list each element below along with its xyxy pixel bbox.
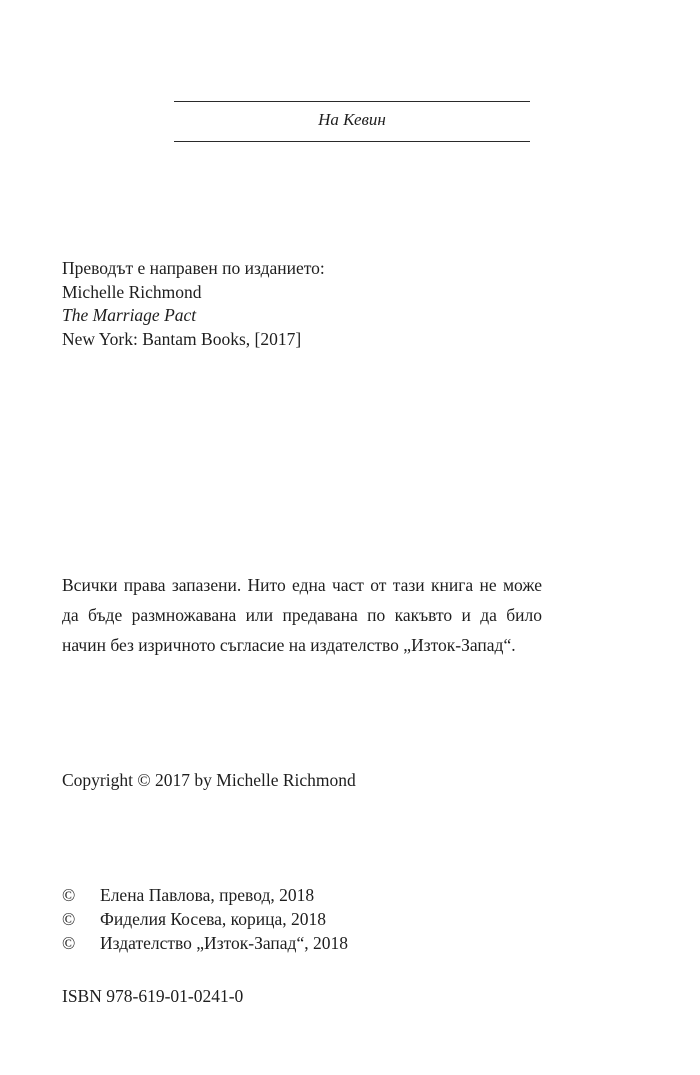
source-publisher: New York: Bantam Books, [2017] bbox=[62, 328, 302, 349]
credit-text: Елена Павлова, превод, 2018 bbox=[100, 885, 315, 905]
copyright-symbol: © bbox=[62, 885, 76, 905]
source-title: The Marriage Pact bbox=[62, 305, 197, 325]
dedication-bottom-rule bbox=[174, 141, 530, 142]
credit-publisher bbox=[62, 931, 562, 955]
credit-text: Фиделия Косева, корица, 2018 bbox=[100, 909, 327, 929]
source-intro: Преводът е направен по изданието: bbox=[62, 258, 325, 278]
rights-line: начин без изричното съгласие на издателство „Изток-Запад“. bbox=[62, 635, 516, 655]
copyright-notice bbox=[62, 769, 562, 793]
dedication-top-rule bbox=[174, 101, 530, 102]
source-author: Michelle Richmond bbox=[62, 281, 202, 302]
credit-text: Издателство „Изток-Запад“, 2018 bbox=[100, 933, 348, 953]
source-edition-block bbox=[62, 257, 562, 351]
isbn: ISBN 978-619-01-0241-0 bbox=[62, 986, 244, 1006]
copyright-symbol: © bbox=[62, 909, 76, 929]
rights-line: да бъде размножавана или предавана по какъвто и да било bbox=[62, 605, 542, 625]
copyright-line: Copyright © 2017 by Michelle Richmond bbox=[62, 770, 356, 790]
credit-cover bbox=[62, 907, 562, 931]
copyright-symbol: © bbox=[62, 933, 76, 953]
dedication: На Кевин bbox=[318, 110, 386, 129]
isbn-block bbox=[62, 985, 562, 1009]
credits-block bbox=[62, 883, 562, 955]
rights-notice bbox=[62, 570, 542, 660]
credit-translation bbox=[62, 883, 562, 907]
rights-line: Всички права запазени. Нито една част от тази книга не може bbox=[62, 575, 542, 595]
